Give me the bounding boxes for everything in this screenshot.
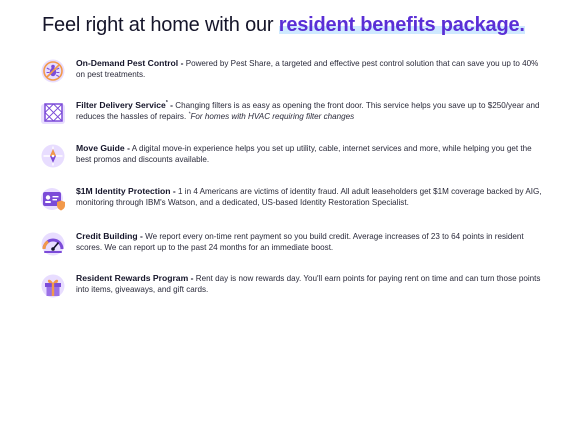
headline-lead: Feel right at home with our <box>42 14 279 36</box>
benefit-pest-control <box>40 58 540 92</box>
benefit-credit-building <box>40 231 540 265</box>
identity-protection-icon <box>40 186 66 212</box>
benefit-title: Credit Building - <box>76 231 143 241</box>
benefit-description: 1 in 4 Americans are victims of identity fraud. All adult leaseholders get $1M coverage backed by AIG, monitoring through IBM's Watson, and a dedicated, US-based Identity Restoration Specialist. <box>76 187 542 207</box>
gift-rewards-icon <box>40 273 66 299</box>
benefit-description: Rent day is now rewards day. You'll earn points for paying rent on time and can turn those points into items, giveaways, and gift cards. <box>76 274 541 294</box>
benefit-description: A digital move-in experience helps you set up utility, cable, internet services and more, while helping you get the best promos and discounts available. <box>76 144 532 164</box>
benefit-description: Changing filters is as easy as opening the front door. This service helps you save up to $250/year and reduces the hassles of repairs. <box>76 101 540 121</box>
benefit-text <box>76 58 546 80</box>
benefit-title-text: Filter Delivery Service <box>76 100 166 110</box>
credit-building-icon <box>40 231 66 257</box>
air-filter-icon <box>40 100 66 126</box>
benefit-description: Powered by Pest Share, a targeted and effective pest control solution that can save you up to 40% on pest treatments. <box>76 59 539 79</box>
benefit-text <box>76 231 546 253</box>
pest-control-icon <box>40 58 66 84</box>
move-guide-icon <box>40 143 66 169</box>
benefit-footnote <box>188 112 354 121</box>
benefit-text <box>76 273 546 295</box>
benefit-title: Move Guide - <box>76 143 130 153</box>
benefit-description: We report every on-time rent payment so you build credit. Average increases of 23 to 64 points in resident scores. We can report up to the past 24 months for an immediate boost. <box>76 232 524 252</box>
benefit-title: Resident Rewards Program - <box>76 273 194 283</box>
benefit-title-dash: - <box>167 100 174 110</box>
headline-highlight: resident benefits package. <box>278 14 525 36</box>
benefit-text <box>76 186 546 208</box>
benefit-title: $1M Identity Protection - <box>76 186 176 196</box>
benefit-title: On-Demand Pest Control - <box>76 58 184 68</box>
benefit-filter-delivery <box>40 100 540 134</box>
benefit-text <box>76 143 546 165</box>
page-headline <box>42 14 525 37</box>
footnote-text: For homes with HVAC requiring filter changes <box>190 112 355 121</box>
benefit-title <box>76 100 173 110</box>
benefit-move-guide <box>40 143 540 177</box>
benefit-resident-rewards <box>40 273 540 307</box>
asterisk-mark: * <box>188 111 191 118</box>
asterisk-mark: * <box>165 100 168 107</box>
benefit-identity-protection <box>40 186 540 220</box>
benefit-text <box>76 100 546 122</box>
